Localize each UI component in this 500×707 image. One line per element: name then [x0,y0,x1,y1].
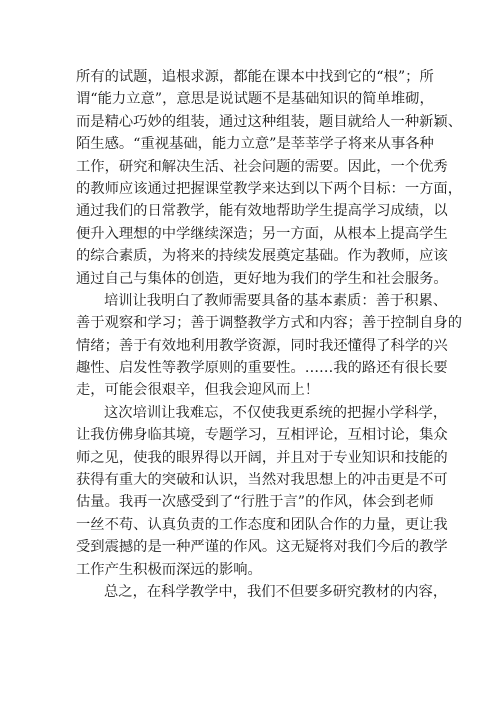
text-line: 通过自己与集体的创造，更好地为我们的学生和社会服务。 [76,270,448,287]
text-line: 的教师应该通过把握课堂教学来达到以下两个目标：一方面， [76,180,463,197]
document-body [76,66,463,603]
text-line: 受到震撼的是一种严谨的作风。这无疑将对我们今后的教学 [76,539,448,556]
text-line: 估量。我再一次感受到了“行胜于言”的作风，体会到老师 [76,494,434,511]
text-line: 而是精心巧妙的组装，通过这种组装，题目就给人一种新颖、 [76,113,463,130]
text-line: 善于观察和学习；善于调整教学方式和内容；善于控制自身的 [76,315,463,332]
text-line: 师之见，使我的眼界得以开阔，并且对于专业知识和技能的 [76,449,448,466]
text-line: 通过我们的日常教学，能有效地帮助学生提高学习成绩，以 [76,203,448,220]
text-line: 的综合素质，为将来的持续发展奠定基础。作为教师，应该 [76,248,448,265]
text-line: 工作产生积极而深远的影响。 [76,561,262,578]
text-line: 情绪；善于有效地利用教学资源，同时我还懂得了科学的兴 [76,337,448,354]
text-line: 趣性、启发性等教学原则的重要性。……我的路还有很长要 [76,360,448,377]
text-line: 让我仿佛身临其境，专题学习，互相评论，互相讨论，集众 [76,427,448,444]
paragraph-first-line: 总之，在科学教学中，我们不但要多研究教材的内容， [104,583,448,600]
text-line: 走，可能会很艰辛，但我会迎风而上！ [76,382,320,399]
text-line: 谓“能力立意”，意思是说试题不是基础知识的简单堆砌， [76,91,434,108]
text-line: 工作，研究和解决生活、社会问题的需要。因此，一个优秀 [76,158,448,175]
text-line: 一丝不苟、认真负责的工作态度和团队合作的力量，更让我 [76,516,448,533]
paragraph-first-line: 这次培训让我难忘，不仅使我更系统的把握小学科学， [104,404,448,421]
text-line: 陌生感。“重视基础，能力立意”是莘莘学子将来从事各种 [76,136,434,153]
text-line: 所有的试题，追根求源，都能在课本中找到它的“根”；所 [76,69,434,85]
text-line: 便升入理想的中学继续深造；另一方面，从根本上提高学生 [76,225,448,242]
text-line: 获得有重大的突破和认识，当然对我思想上的冲击更是不可 [76,472,448,489]
paragraph-first-line: 培训让我明白了教师需要具备的基本素质：善于积累、 [104,292,448,309]
